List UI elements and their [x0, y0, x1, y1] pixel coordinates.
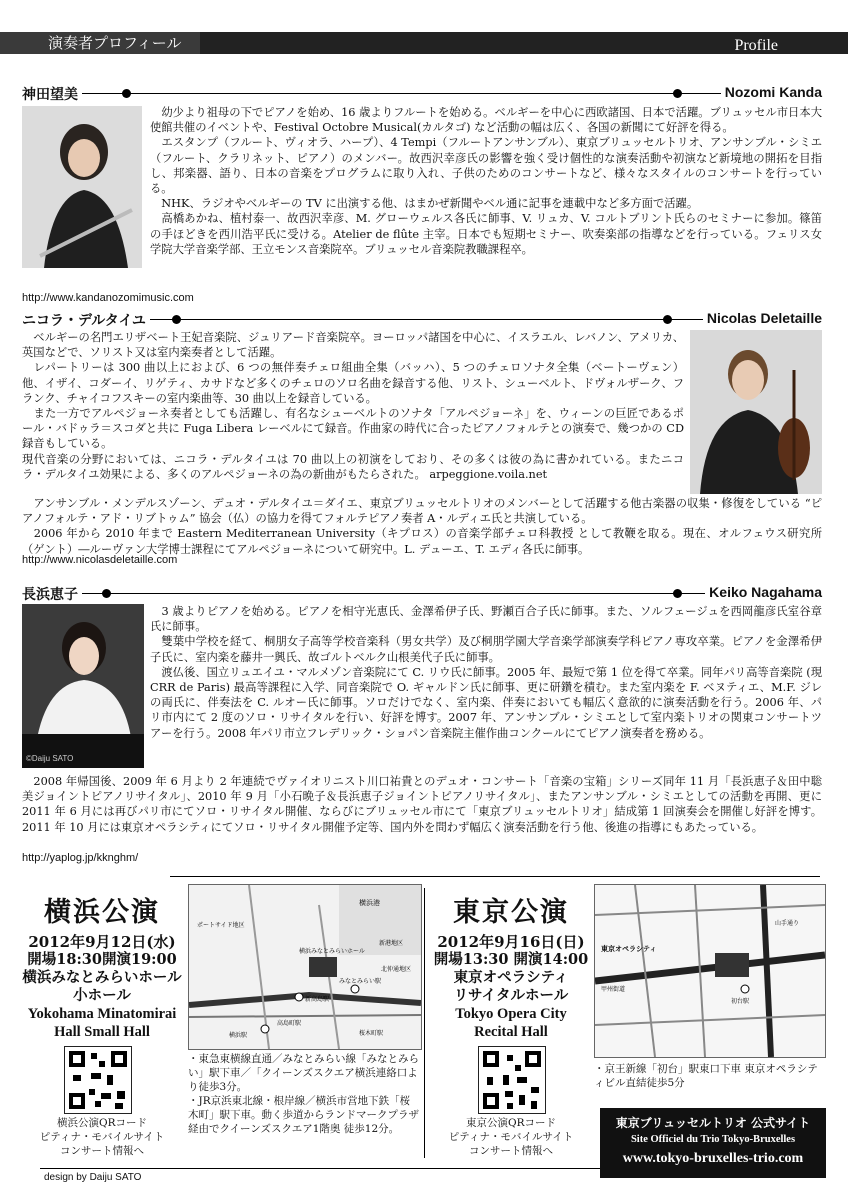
header-bar — [0, 32, 848, 54]
map-label: 桜木町駅 — [359, 1030, 384, 1037]
qr-caption-line: ピティナ・モバイルサイト — [448, 1131, 574, 1143]
concert-yokohama — [14, 890, 190, 1041]
performer-bio-kanda — [150, 105, 822, 257]
divider-line — [22, 593, 822, 594]
bio-paragraph: 幼少より祖母の下でピアノを始め、16 歳よりフルートを始める。ベルギーを中心に西欧諸国、日本で活躍。ブリュッセル市日本大使館共催のイベントや、Festival Octobre Musical(カルタゴ) など活動の幅は広く、各国の新聞にて好評を得る。 — [150, 106, 822, 135]
access-text: ・JR京浜東北線・根岸線／横浜市営地下鉄「桜木町」駅下車。動く歩道からランドマークプラザ経由でクイーンズスクエア1階奥 徒歩12分。 — [188, 1095, 419, 1135]
performer-bio-nagahama — [150, 604, 822, 741]
bio-paragraph: レパートリーは 300 曲以上におよび、6 つの無伴奏チェロ組曲全集（バッハ）、5 つのチェロソナタ全集（ベートーヴェン）他、イザイ、コダーイ、リゲティ、カサドなど多くのチェロのソロ名曲を録音する他、リスト、シューベルト、ドヴォルザーク、フランク、チャイコフスキーの室内楽曲等、30 曲以上を録音している。 — [22, 361, 684, 405]
concert-time: 開場13:30 開演14:00 — [433, 951, 589, 968]
tokyo-qr-caption — [428, 1116, 594, 1158]
performer-photo-nagahama — [22, 604, 144, 768]
performer-bio-deletaille — [22, 330, 684, 482]
bullet-dot — [102, 589, 111, 598]
site-title-jp: 東京ブリュッセルトリオ 公式サイト — [615, 1116, 811, 1130]
concert-time: 開場18:30開演19:00 — [27, 951, 177, 968]
qr-caption-line: ピティナ・モバイルサイト — [39, 1131, 165, 1143]
portrait-photo-icon — [22, 604, 144, 768]
site-title-fr: Site Officiel du Trio Tokyo-Bruxelles — [630, 1134, 796, 1145]
tokyo-qr-code[interactable] — [478, 1046, 546, 1114]
qr-caption-line: コンサート情報へ — [60, 1145, 144, 1157]
bio-paragraph: また一方でアルペジョーネ奏者としても活躍し、有名なシューベルトのソナタ「アルペジョーネ」を、ウィーンの巨匠であるポール・バドゥラ＝スコダと共に Fuga Libera レーベルにて録音。作曲家の時代に合ったピアノフォルテとの演奏で、幾つかの CD 録音もしている。 — [22, 407, 684, 451]
map-label: 新高島駅 — [305, 996, 330, 1003]
concert-venue-jp-2: 小ホール — [73, 987, 131, 1004]
bio-paragraph: 雙葉中学校を経て、桐朋女子高等学校音楽科（男女共学）及び桐朋学園大学音楽学部演奏学科ピアノ専攻卒業。ピアノを金澤希伊子氏に、室内楽を藤井一興氏、故ゴルトベルク山根美代子氏に師事。 — [150, 635, 822, 664]
bio-paragraph: 2008 年帰国後、2009 年 6 月より 2 年連続でヴァイオリニスト川口祐貴とのデュオ・コンサート「音楽の宝箱」シリーズ同年 11 月「長浜恵子＆田中聡美ジョイントピアノリサイタル」、2010 年 9 月「小石晩子＆長浜恵子ジョイントピアノリサイタル」、またアンサンブル・シミエとしての活動を再開、更に 2011 年 6 月には再びパリ市にてソロ・リサイタル開催、ならびにブリュッセル市にて「東京ブリュッセルトリオ」結成第 1 回演奏会を開催し好評を博す。2011 年 10 月には東京オペラシティにてソロ・リサイタル開催予定等、国内外を問わず幅広く演奏活動を行う他、後進の指導にもあたっている。 — [22, 775, 822, 834]
bullet-dot — [673, 89, 682, 98]
header-left-label: 演奏者プロフィール — [0, 32, 200, 54]
performer-name-jp: ニコラ・デルタイユ — [22, 310, 150, 330]
yokohama-qr-caption — [14, 1116, 190, 1158]
yokohama-access — [188, 1052, 420, 1136]
concert-date: 2012年9月16日(日) — [437, 933, 585, 951]
yokohama-qr-code[interactable] — [64, 1046, 132, 1114]
bio-paragraph: 高橋あかね、植村泰一、故西沢幸彦、M. グローウェルス各氏に師事、V. リュカ、V. コルトブリント氏らのセミナーに参加。篠笛の手ほどきを西川浩平氏に受ける。Atelier de flûte 主宰。日本でも短期セミナー、吹奏楽部の指導などを行っている。フェリス女学院大学音楽学部、王立モンス音楽院卒。ブリュッセル音楽院教職課程卒。 — [150, 212, 822, 256]
portrait-photo-icon — [22, 106, 142, 268]
concert-venue-jp: 東京オペラシティ — [453, 969, 569, 986]
performer-url-nagahama[interactable]: http://yaplog.jp/kknghm/ — [22, 852, 139, 864]
map-icon — [189, 885, 421, 1049]
qr-caption-line: 横浜公演QRコード — [56, 1117, 147, 1129]
performer-bio-nagahama-cont — [22, 774, 822, 835]
bullet-dot — [172, 315, 181, 324]
access-text: ・東急東横線直通／みなとみらい線「みなとみらい」駅下車／「クイーンズスクエア横浜連絡口より徒歩3分。 — [188, 1053, 419, 1093]
section-divider — [170, 876, 820, 877]
site-url[interactable]: www.tokyo-bruxelles-trio.com — [622, 1151, 804, 1166]
map-label: 甲州街道 — [601, 986, 626, 993]
bio-paragraph: ベルギーの名門エリザベート王妃音楽院、ジュリアード音楽院卒。ヨーロッパ諸国を中心に、イスラエル、レバノン、アメリカ、英国などで、ソリスト又は室内楽奏者として活躍。 — [22, 331, 684, 360]
performer-url-kanda[interactable]: http://www.kandanozomimusic.com — [22, 292, 194, 304]
bullet-dot — [663, 315, 672, 324]
performer-name-en: Nicolas Deletaille — [703, 310, 822, 326]
performer-name-en: Nozomi Kanda — [721, 84, 822, 100]
map-label: 初台駅 — [731, 998, 750, 1005]
yokohama-map — [188, 884, 422, 1050]
concert-divider — [424, 888, 425, 1158]
bio-paragraph: 渡仏後、国立リュエイユ・マルメゾン音楽院にて C. リウ氏に師事。2005 年、最短で第 1 位を得て卒業。同年パリ高等音楽院 (現 CRR de Paris) 最高等課程に入学、同音楽院で O. ギャルドン氏に師事、更に研鑽を積む。また室内楽を F. ベヌティエ、M.F. ジレの両氏に、伴奏法を C. ルオー氏に師事。ソロだけでなく、室内楽、伴奏においても幅広く意欲的に演奏活動を行う。2006 年、パリ市内にて 2 度のソロ・リサイタルを行い、好評を博す。2007 年、アンサンブル・シミエとして室内楽トリオの関東コンサートツアーを行う。2008 年パリ市立フレデリック・ショパン音楽院主催作曲コンクールにてピアノ演奏者を務める。 — [150, 665, 822, 740]
bullet-dot — [122, 89, 131, 98]
portrait-photo-icon — [690, 330, 822, 494]
performer-name-en: Keiko Nagahama — [705, 584, 822, 600]
performer-name-jp: 神田望美 — [22, 84, 82, 104]
photo-credit: ©Daiju SATO — [26, 754, 74, 763]
concert-tokyo — [428, 890, 594, 1041]
concert-title: 東京公演 — [453, 897, 569, 928]
performer-photo-deletaille — [690, 330, 822, 494]
performer-name-row-kanda — [22, 84, 822, 102]
concert-venue-jp: 横浜みなとみらいホール — [22, 969, 182, 986]
qr-code-icon — [479, 1047, 545, 1113]
bio-paragraph: アンサンブル・メンデルスゾーン、デュオ・デルタイユ＝ダイエ、東京ブリュッセルトリオのメンバーとして活躍する他古楽器の収集・修復をしている “ピアノフォルテ・アド・リブトゥム” 協会（仏）の協力を得てフォルテピアノ奏者 A・ルディエ氏と共演している。 — [22, 497, 822, 526]
map-icon — [595, 885, 825, 1057]
concert-venue-en-2: Recital Hall — [474, 1024, 548, 1040]
bullet-dot — [673, 589, 682, 598]
concert-venue-en-2: Hall Small Hall — [54, 1024, 150, 1040]
design-credit: design by Daiju SATO — [44, 1172, 142, 1183]
performer-bio-deletaille-cont — [22, 496, 822, 557]
map-label: ポートサイド地区 — [197, 922, 245, 929]
performer-url-deletaille[interactable]: http://www.nicolasdeletaille.com — [22, 554, 178, 566]
map-label: 北仲通地区 — [381, 966, 412, 973]
map-label: みなとみらい駅 — [339, 978, 382, 985]
performer-name-jp: 長浜恵子 — [22, 584, 82, 604]
concert-venue-en: Yokohama Minatomirai — [27, 1006, 177, 1022]
concert-venue-jp-2: リサイタルホール — [453, 987, 569, 1004]
map-label: 横浜港 — [359, 899, 380, 907]
divider-line — [22, 93, 822, 94]
bio-paragraph: 2006 年から 2010 年まで Eastern Mediterranean University（キプロス）の音楽学部チェロ科教授 として教鞭を取る。現在、オルフェウス研究所（ゲント）―ルーヴァン大学博士課程にてアルペジョーネについて研究中。L. デューエ、T. エディ各氏に師事。 — [22, 527, 822, 556]
bio-paragraph: エスタンプ（フルート、ヴィオラ、ハープ）、4 Tempi（フルートアンサンブル）、東京ブリュッセルトリオ、アンサンブル・シミエ（フルート、クラリネット、ピアノ）のメンバー。故西沢幸彦氏の影響を強く受け個性的な演奏活動や初演など新境地の開拓を目指し、邦楽器、語り、日本の音楽をプログラムに取り入れ、子供のためのコンサートなど、様々なスタイルのコンサートを行っている。 — [150, 136, 822, 196]
header-right-label: Profile — [734, 37, 778, 54]
tokyo-access — [594, 1062, 824, 1090]
performer-name-row-nagahama — [22, 584, 822, 602]
map-label: 山手通り — [775, 920, 800, 927]
concert-date: 2012年9月12日(水) — [28, 933, 176, 951]
qr-caption-line: 東京公演QRコード — [465, 1117, 556, 1129]
bio-paragraph: 3 歳よりピアノを始める。ピアノを相守光恵氏、金澤希伊子氏、野瀬百合子氏に師事。また、ソルフェージュを西岡龍彦氏室谷章氏に師事。 — [150, 605, 822, 634]
map-label: 新港地区 — [379, 940, 404, 947]
bio-paragraph: NHK、ラジオやベルギーの TV に出演する他、はまかぜ新聞やベル通に記事を連載中など多方面で活躍。 — [150, 197, 699, 211]
performer-photo-kanda — [22, 106, 142, 268]
access-text: ・京王新線「初台」駅東口下車 東京オペラシティビル直結徒歩5分 — [594, 1063, 818, 1089]
concert-venue-en: Tokyo Opera City — [455, 1006, 567, 1022]
official-site-box[interactable] — [600, 1108, 826, 1178]
map-label: 横浜みなとみらいホール — [299, 948, 365, 955]
tokyo-map — [594, 884, 826, 1058]
map-label: 横浜駅 — [229, 1032, 248, 1039]
qr-caption-line: コンサート情報へ — [469, 1145, 553, 1157]
concert-title: 横浜公演 — [44, 897, 160, 928]
map-label: 高島町駅 — [277, 1020, 302, 1027]
bio-paragraph: 現代音楽の分野においては、ニコラ・デルタイユは 70 曲以上の初演をしており、その多くは彼の為に書かれている。またニコラ・デルタイユ効果による、多くのアルペジョーネの為の新曲がもたらされた。 arpeggione.voila.net — [22, 452, 684, 481]
performer-name-row-deletaille — [22, 310, 822, 328]
map-label: 東京オペラシティ — [601, 944, 657, 953]
footer-line — [40, 1168, 600, 1169]
qr-code-icon — [65, 1047, 131, 1113]
